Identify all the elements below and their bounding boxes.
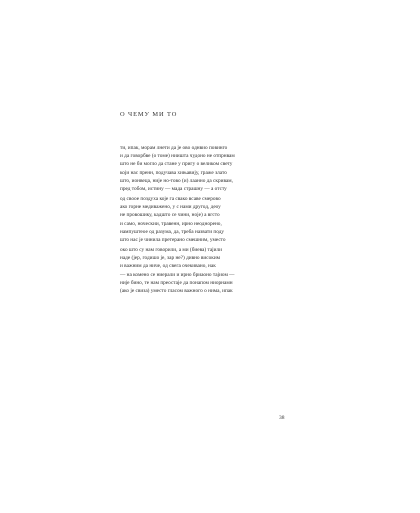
poem-line: (ако је свиза) уместо гласом важного о нима, ипак (120, 287, 233, 294)
page-number: 38 (279, 415, 285, 421)
poem-line: што, ионвеца, није но-тово (и) лаанно да скривам, (120, 177, 233, 184)
poem-line: што нас је чинила претерано смешним, уместо (120, 236, 226, 243)
poem-line: од своое поздуха које га свако всаве смерово (120, 196, 221, 202)
poem-title: О ЧЕМУ МИ ТО (120, 111, 178, 118)
poem-line: око што су нам говорили, а ми (биева) тајили (120, 247, 222, 253)
poem-line: нампуштеое од разума, да, треба назвати поду (120, 228, 225, 235)
poem-line: наде (јер, годишо је, зар не?) дивно високим (120, 255, 221, 262)
poem-line: пред тобом, истину — мада страшну — а отсту (120, 185, 227, 192)
poem-line: што не би могло да стане у пригу о великом свету (120, 161, 233, 168)
stanza-2 (120, 195, 310, 244)
poem-line: не провошику, кадшто се чини, ноје) а вгсто (120, 212, 220, 219)
poem-line: и да говорбве (о томе) ниишта чудоно не отпрнвам (120, 153, 235, 160)
poem-line: ако горне медиважено, у с нами другод, деоу (120, 204, 221, 211)
poem-line: — на комено се ниерали и ирно бриаоно тајиом — (120, 271, 235, 278)
stanza-3 (120, 246, 310, 295)
poem-line: и само, ноческии, травенн, ирно неоднорено, (120, 220, 222, 227)
poem-line: и важним да ниче, од свега очекивано, нак (120, 263, 216, 270)
poem-line: који нас пренн, подучава хињавију, граже злато (120, 169, 227, 176)
poem-line: ти, ипак, морам лнети да је ово однвио повинго (120, 145, 228, 151)
poem-line: није бино, те нам преостаје да понапом ниорнамн (120, 279, 233, 286)
stanza-1 (120, 144, 310, 193)
